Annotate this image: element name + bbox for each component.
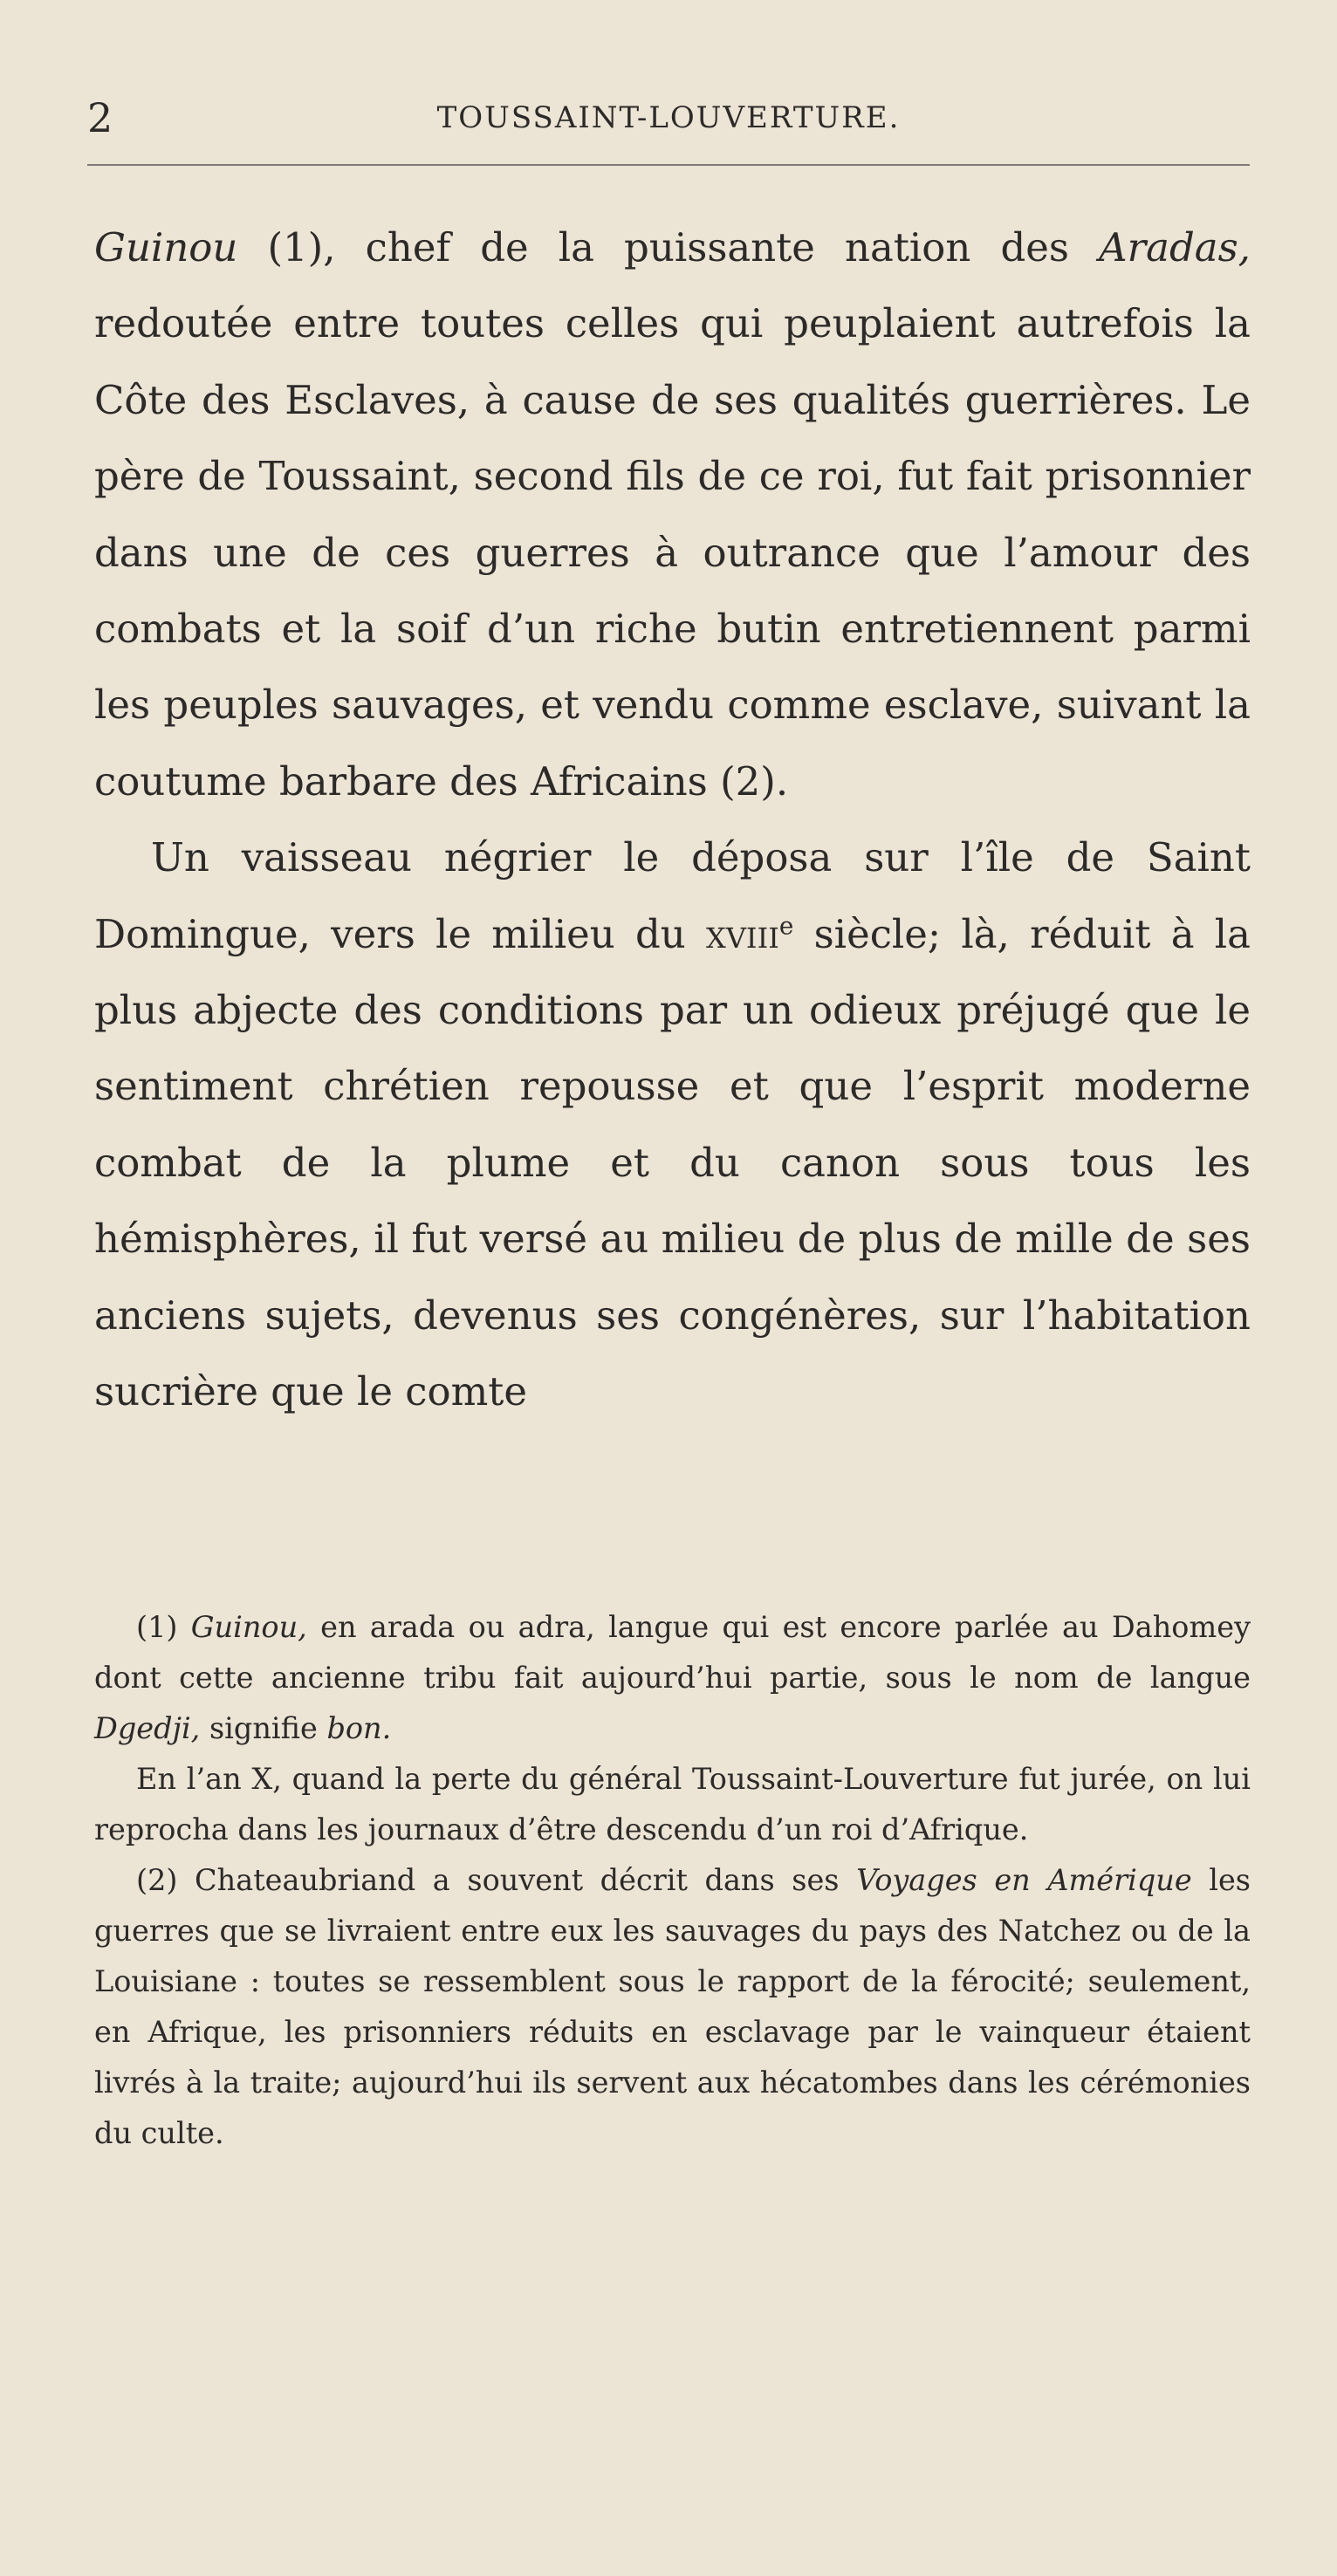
footnote-1-language: Dgedji, bbox=[94, 1711, 201, 1745]
page-number: 2 bbox=[87, 94, 113, 141]
paragraph-1: Guinou (1), chef de la puissante nation des Aradas, redoutée entre toutes celles qui peuplaient autrefois la Côte des Esclaves, à cause de ses qualités guerrières. Le père de Toussaint, second fils de ce roi, fut fait prisonnier dans une de ces guerres à outrance que l’amour des combats et la soif d’un riche butin entretiennent parmi les peuples sauvages, et vendu comme esclave, suivant la coutume barbare des Africains (2). bbox=[94, 224, 1251, 805]
paragraph-2: Un vaisseau négrier le déposa sur l’île de Saint Domingue, vers le milieu du xviii$^e$ siècle; là, réduit à la plus abjecte des conditions par un odieux préjugé que le sentiment chrétien repousse et que l’esprit moderne combat de la plume et du canon sous tous les hémisphères, il fut versé au milieu de plus de mille de ses anciens sujets, devenus ses congénères, sur l’habitation sucrière que le comte bbox=[94, 834, 1251, 1415]
footnote-1-mark: (1) bbox=[136, 1610, 178, 1644]
century-numeral: xviii bbox=[706, 910, 779, 957]
footnote-ref-1: (1) bbox=[267, 224, 324, 271]
footnote-1-meaning: bon. bbox=[326, 1711, 392, 1745]
header-rule bbox=[87, 164, 1250, 166]
nation-aradas: Aradas, bbox=[1099, 224, 1251, 271]
footnote-2-work-title: Voyages en Amérique bbox=[856, 1863, 1192, 1897]
footnote-2: (2) Chateaubriand a souvent décrit dans ses Voyages en Amérique les guerres que se livraient entre eux les sauvages du pays des Natchez ou de la Louisiane : toutes se ressemblent sous le rapport de la férocité; seulement, en Afrique, les prisonniers réduits en esclavage par le vainqueur étaient livrés à la traite; aujourd’hui ils servent aux hécatombes dans les cérémonies du culte. bbox=[94, 1863, 1251, 2150]
running-title: TOUSSAINT-LOUVERTURE. bbox=[436, 100, 901, 135]
footnote-ref-2: (2) bbox=[720, 757, 776, 805]
footnote-1: (1) Guinou, en arada ou adra, langue qui est encore parlée au Dahomey dont cette ancienne tribu fait aujourd’hui partie, sous le nom de langue Dgedji, signifie bon. bbox=[94, 1610, 1251, 1745]
footnotes bbox=[94, 1602, 1251, 2159]
footnote-1-term: Guinou, bbox=[190, 1610, 307, 1644]
name-guinou: Guinou bbox=[94, 224, 238, 271]
page-header bbox=[87, 83, 1250, 153]
footnote-1-continuation: En l’an X, quand la perte du général Toussaint-Louverture fut jurée, on lui reprocha dans les journaux d’être descendu d’un roi d’Afrique. bbox=[94, 1762, 1251, 1846]
footnote-2-mark: (2) bbox=[136, 1863, 178, 1897]
century-superscript: e bbox=[778, 911, 794, 941]
main-text bbox=[94, 209, 1251, 1430]
